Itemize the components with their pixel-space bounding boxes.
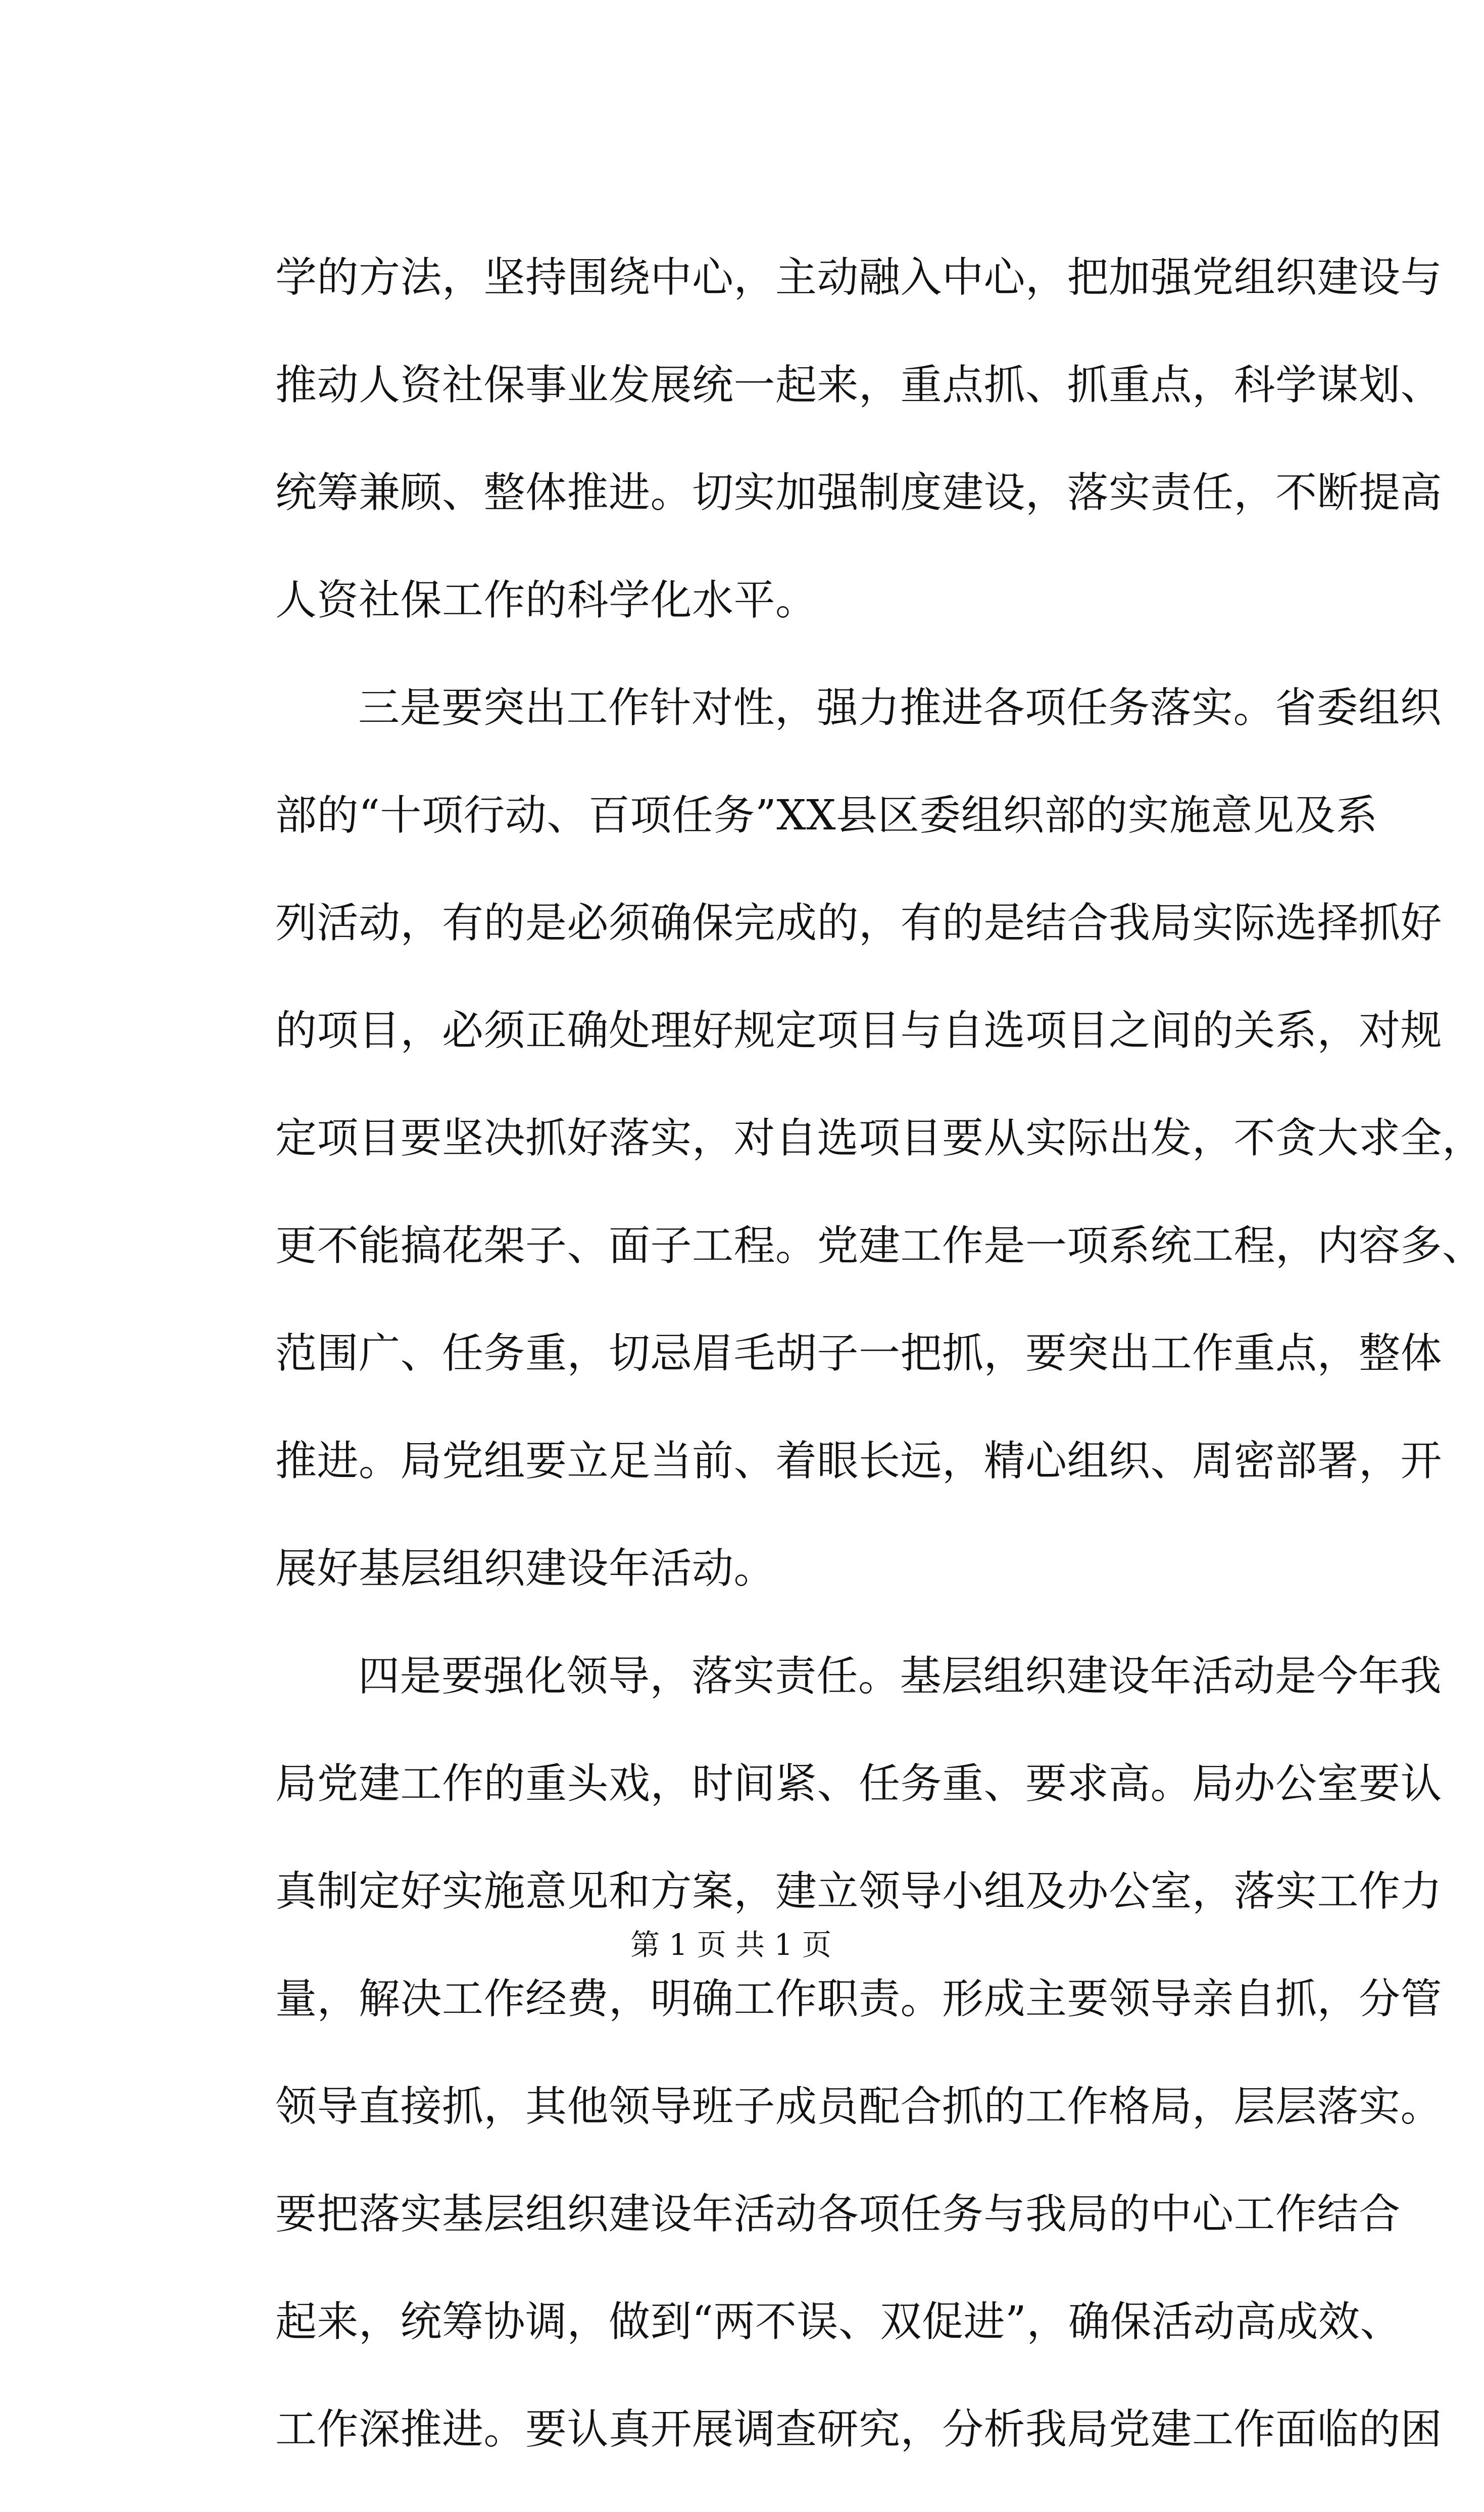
text-line: 局党建工作的重头戏，时间紧、任务重、要求高。局办公室要认	[275, 1760, 1443, 1808]
text-line: 部的“十项行动、百项任务”XX县区委组织部的实施意见及系	[275, 792, 1378, 840]
text-line: 推动人资社保事业发展统一起来，重点抓、抓重点，科学谋划、	[275, 361, 1443, 409]
text-line: 定项目要坚决抓好落实，对自选项目要从实际出发，不贪大求全，	[275, 1114, 1484, 1162]
text-line: 人资社保工作的科学化水平。	[275, 576, 817, 624]
text-line: 列活动，有的是必须确保完成的，有的是结合我局实际选择抓好	[275, 899, 1443, 947]
text-line: 真制定好实施意见和方案，建立领导小组及办公室，落实工作力	[275, 1867, 1443, 1915]
text-line: 统筹兼顾、整体推进。切实加强制度建设，落实责任，不断提高	[275, 469, 1443, 517]
text-line: 推进。局党组要立足当前、着眼长远，精心组织、周密部署，开	[275, 1437, 1443, 1485]
text-line: 的项目，必须正确处理好规定项目与自选项目之间的关系，对规	[275, 1007, 1443, 1055]
text-line: 量，解决工作经费，明确工作职责。形成主要领导亲自抓，分管	[275, 1975, 1443, 2023]
text-line: 起来，统筹协调，做到“两不误、双促进”，确保活动高成效、	[275, 2298, 1402, 2346]
paragraph-first-line: 三是要突出工作针对性，强力推进各项任务落实。省委组织	[358, 684, 1442, 732]
page-footer: 第 1 页 共 1 页	[630, 1928, 831, 1962]
text-line: 更不能搞花架子、面子工程。党建工作是一项系统工程，内容多、	[275, 1222, 1484, 1270]
text-line: 要把落实基层组织建设年活动各项任务与我局的中心工作结合	[275, 2190, 1401, 2238]
text-line: 领导直接抓，其他领导班子成员配合抓的工作格局，层层落实。	[275, 2083, 1443, 2131]
text-line: 学的方法，坚持围绕中心，主动融入中心，把加强党组织建设与	[275, 254, 1443, 302]
text-line: 范围广、任务重，切忌眉毛胡子一把抓，要突出工作重点，整体	[275, 1329, 1443, 1377]
paragraph-first-line: 四是要强化领导，落实责任。基层组织建设年活动是今年我	[358, 1652, 1442, 1700]
document-body	[275, 253, 1484, 2512]
text-line: 展好基层组织建设年活动。	[275, 1545, 776, 1593]
text-line: 工作深推进。要认真开展调查研究，分析我局党建工作面临的困	[275, 2405, 1443, 2453]
